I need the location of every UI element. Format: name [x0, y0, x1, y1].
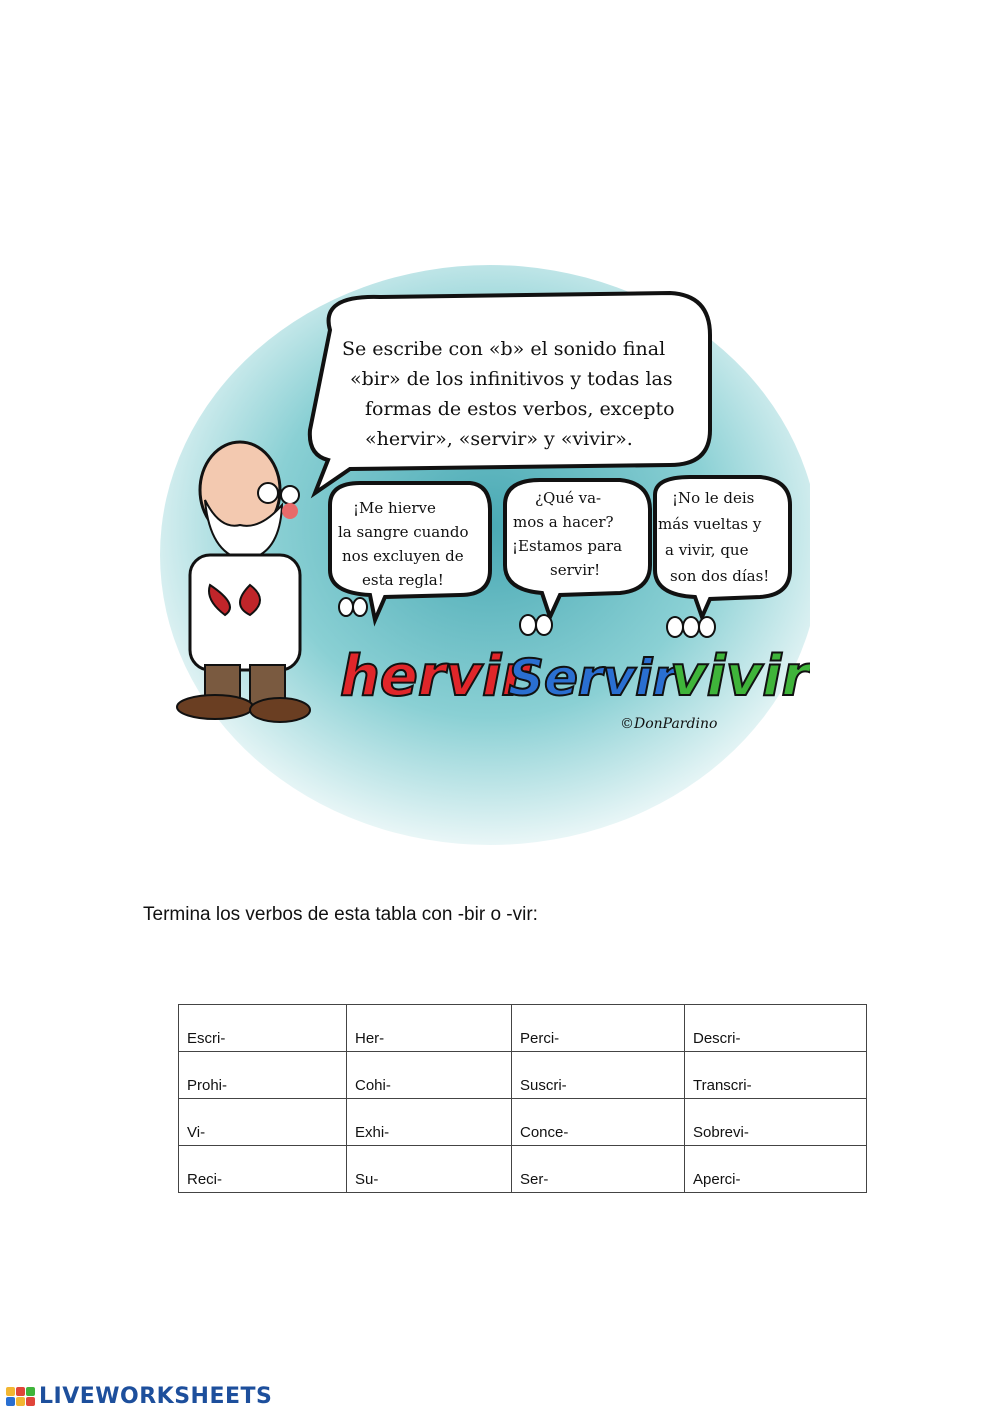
logo-blocks-icon [6, 1387, 35, 1406]
cartoon-credit: ©DonPardino [620, 716, 718, 732]
table-row [179, 1005, 867, 1052]
table-cell[interactable]: Aperci- [685, 1146, 867, 1193]
verb-table [178, 1004, 867, 1193]
table-cell[interactable]: Sobrevi- [685, 1099, 867, 1146]
hervir-bubble-line-1: ¡Me hierve [353, 499, 436, 517]
table-row [179, 1146, 867, 1193]
word-hervir: hervir [340, 644, 529, 709]
main-bubble-line-2: «bir» de los infinitivos y todas las [350, 368, 673, 390]
hervir-bubble-line-4: esta regla! [362, 571, 444, 589]
servir-bubble-line-1: ¿Qué va- [535, 489, 602, 507]
vivir-bubble-line-4: son dos días! [670, 567, 770, 585]
vivir-speech-bubble [655, 477, 790, 617]
vivir-bubble-line-3: a vivir, que [665, 541, 749, 559]
servir-bubble-line-2: mos a hacer? [513, 513, 614, 531]
servir-bubble-line-4: servir! [550, 561, 601, 579]
main-speech-bubble [310, 293, 710, 493]
table-cell[interactable]: Transcri- [685, 1052, 867, 1099]
table-row [179, 1099, 867, 1146]
word-vivir: vivir [670, 644, 810, 709]
table-cell[interactable]: Suscri- [512, 1052, 685, 1099]
table-cell[interactable]: Su- [347, 1146, 512, 1193]
main-bubble-line-3: formas de estos verbos, excepto [365, 398, 675, 420]
table-cell[interactable]: Perci- [512, 1005, 685, 1052]
table-cell[interactable]: Vi- [179, 1099, 347, 1146]
vivir-bubble-line-2: más vueltas y [658, 515, 762, 533]
vivir-bubble-line-1: ¡No le deis [672, 489, 755, 507]
servir-bubble-line-3: ¡Estamos para [512, 537, 623, 555]
table-cell[interactable]: Conce- [512, 1099, 685, 1146]
table-cell[interactable]: Reci- [179, 1146, 347, 1193]
word-servir: Servir [508, 649, 677, 707]
main-bubble-line-4: «hervir», «servir» y «vivir». [365, 428, 633, 450]
hervir-bubble-line-3: nos excluyen de [342, 547, 464, 565]
cartoon-illustration [150, 255, 810, 845]
hervir-bubble-line-2: la sangre cuando [338, 523, 469, 541]
table-cell[interactable]: Ser- [512, 1146, 685, 1193]
logo-text: LIVEWORKSHEETS [39, 1383, 273, 1409]
liveworksheets-logo [6, 1381, 272, 1411]
table-cell[interactable]: Escri- [179, 1005, 347, 1052]
table-row [179, 1052, 867, 1099]
table-cell[interactable]: Cohi- [347, 1052, 512, 1099]
exercise-instruction: Termina los verbos de esta tabla con -bir o -vir: [143, 904, 538, 925]
table-cell[interactable]: Exhi- [347, 1099, 512, 1146]
table-cell[interactable]: Prohi- [179, 1052, 347, 1099]
table-cell[interactable]: Descri- [685, 1005, 867, 1052]
main-bubble-line-1: Se escribe con «b» el sonido final [342, 338, 666, 360]
table-cell[interactable]: Her- [347, 1005, 512, 1052]
